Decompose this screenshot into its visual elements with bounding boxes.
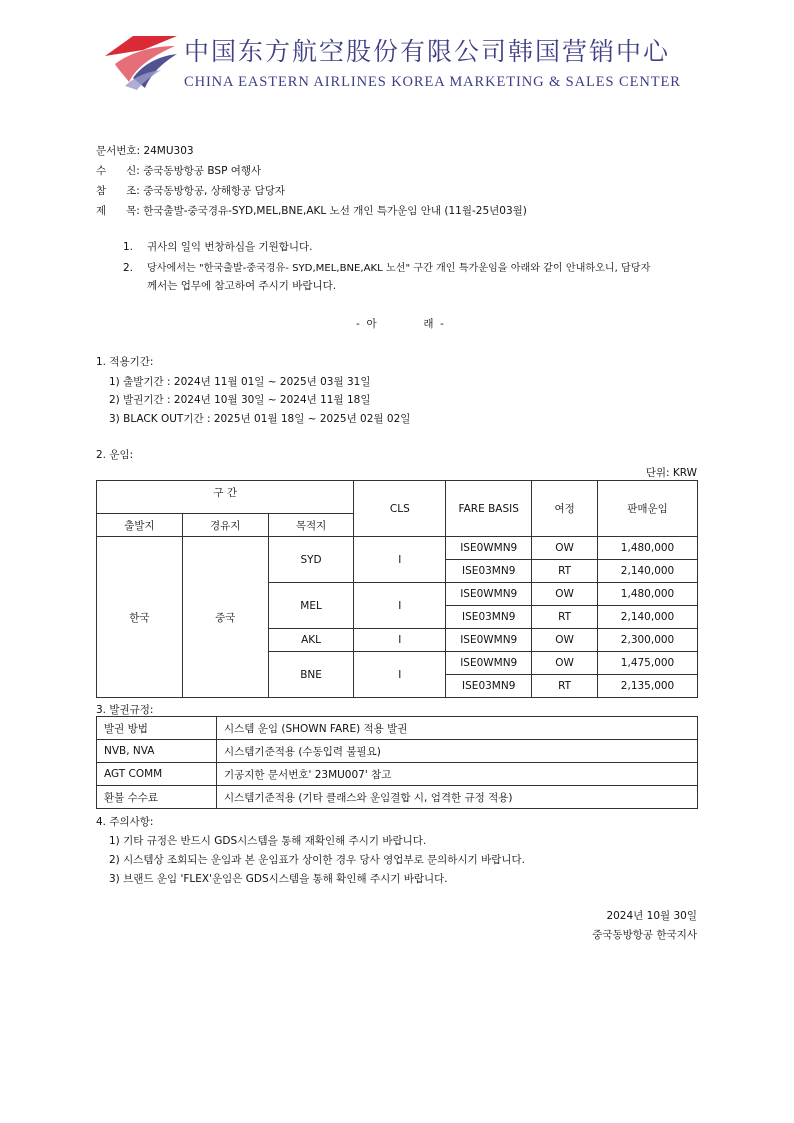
dest-cell: MEL: [268, 583, 354, 629]
price-cell: 1,480,000: [598, 583, 698, 606]
intro-text: 당사에서는 "한국출발-중국경유- SYD,MEL,BNE,AKL 노선" 구간 개인 특가운임을 아래와 같이 안내하오니, 담당자: [147, 263, 651, 274]
price-cell: 2,140,000: [598, 606, 698, 629]
fare-basis-cell: ISE0WMN9: [446, 652, 532, 675]
period-blackout: 3) BLACK OUT기간 : 2025년 01월 18일 ~ 2025년 02월 02일: [109, 413, 411, 425]
dest-header: 목적지: [268, 514, 354, 537]
section-1-title: 1. 적용기간:: [96, 356, 154, 368]
origin-header: 출발지: [97, 514, 183, 537]
price-cell: 1,480,000: [598, 537, 698, 560]
fare-basis-cell: ISE03MN9: [446, 560, 532, 583]
company-name-cn: 中国东方航空股份有限公司韩国营销中心: [184, 37, 671, 66]
trip-cell: OW: [532, 629, 598, 652]
dest-cell: AKL: [268, 629, 354, 652]
trip-cell: OW: [532, 537, 598, 560]
dest-cell: SYD: [268, 537, 354, 583]
price-cell: 1,475,000: [598, 652, 698, 675]
doc-number: 문서번호: 24MU303: [96, 145, 194, 157]
table-row: [97, 717, 698, 740]
ticketing-rules-table: [96, 716, 698, 809]
fare-basis-cell: ISE0WMN9: [446, 583, 532, 606]
period-departure: 1) 출발기간 : 2024년 11월 01일 ~ 2025년 03월 31일: [109, 376, 371, 388]
intro-num: 2.: [123, 262, 134, 274]
cls-cell: I: [354, 537, 446, 583]
dest-cell: BNE: [268, 652, 354, 698]
china-eastern-logo-icon: [103, 34, 179, 90]
rule-value: 시스템 운임 (SHOWN FARE) 적용 발권: [217, 717, 698, 740]
cls-cell: I: [354, 583, 446, 629]
price-header: 판매운임: [598, 481, 698, 537]
fare-basis-cell: ISE0WMN9: [446, 537, 532, 560]
period-ticketing: 2) 발권기간 : 2024년 10월 30일 ~ 2024년 11월 18일: [109, 394, 371, 406]
cc-label: 참 조:: [96, 185, 140, 197]
fare-table: [96, 480, 698, 698]
currency-unit: 단위: KRW: [645, 467, 697, 479]
intro-num: 1.: [123, 241, 134, 253]
section-4-title: 4. 주의사항:: [96, 816, 154, 828]
sender: 중국동방항공 한국지사: [592, 929, 697, 941]
rule-key: 환불 수수료: [97, 786, 217, 809]
section-3-title: 3. 발권규정:: [96, 704, 154, 716]
fare-basis-cell: ISE03MN9: [446, 606, 532, 629]
intro-item-1: [123, 239, 313, 254]
intro-item-2: [123, 259, 650, 274]
notice-item-3: 3) 브랜드 운임 'FLEX'운임은 GDS시스템을 통해 확인해 주시기 바랍니다.: [109, 873, 448, 885]
recipient-label: 수 신:: [96, 165, 140, 177]
rule-value: 시스템기준적용 (수동입력 불필요): [217, 740, 698, 763]
fare-basis-header: FARE BASIS: [446, 481, 532, 537]
subject-label: 제 목:: [96, 205, 140, 217]
table-row: [97, 786, 698, 809]
trip-cell: RT: [532, 606, 598, 629]
price-cell: 2,300,000: [598, 629, 698, 652]
below-heading: - 아 래 -: [356, 318, 444, 330]
cc-line: [96, 183, 285, 198]
table-row: [97, 763, 698, 786]
fare-basis-cell: ISE03MN9: [446, 675, 532, 698]
cls-cell: I: [354, 652, 446, 698]
rule-value: 시스템기준적용 (기타 클래스와 운임결합 시, 엄격한 규정 적용): [217, 786, 698, 809]
fare-basis-cell: ISE0WMN9: [446, 629, 532, 652]
rule-key: AGT COMM: [97, 763, 217, 786]
via-header: 경유지: [182, 514, 268, 537]
cc: 중국동방항공, 상해항공 담당자: [143, 185, 286, 197]
table-row: [97, 537, 698, 560]
subject: 한국출발-중국경유-SYD,MEL,BNE,AKL 노선 개인 특가운임 안내 (11월-25년03월): [143, 205, 527, 217]
cls-header: CLS: [354, 481, 446, 537]
cls-cell: I: [354, 629, 446, 652]
company-name-en: CHINA EASTERN AIRLINES KOREA MARKETING & SALES CENTER: [184, 74, 681, 90]
intro-text: 귀사의 일익 번창하심을 기원합니다.: [147, 241, 313, 253]
notice-item-1: 1) 기타 규정은 반드시 GDS시스템을 통해 재확인해 주시기 바랍니다.: [109, 835, 427, 847]
trip-cell: RT: [532, 675, 598, 698]
rule-key: 발권 방법: [97, 717, 217, 740]
trip-cell: OW: [532, 583, 598, 606]
section-2-title: 2. 운임:: [96, 449, 134, 461]
recipient: 중국동방항공 BSP 여행사: [143, 165, 262, 177]
table-row: [97, 740, 698, 763]
intro-item-2-cont: 께서는 업무에 참고하여 주시기 바랍니다.: [147, 280, 337, 292]
notice-item-2: 2) 시스템상 조회되는 운임과 본 운임표가 상이한 경우 당사 영업부로 문의하시기 바랍니다.: [109, 854, 525, 866]
via-cell: 중국: [182, 537, 268, 698]
subject-line: [96, 203, 527, 218]
recipient-line: [96, 163, 261, 178]
route-header: 구 간: [97, 481, 354, 514]
issue-date: 2024년 10월 30일: [606, 910, 697, 922]
price-cell: 2,135,000: [598, 675, 698, 698]
trip-header: 여정: [532, 481, 598, 537]
rule-key: NVB, NVA: [97, 740, 217, 763]
trip-cell: OW: [532, 652, 598, 675]
origin-cell: 한국: [97, 537, 183, 698]
rule-value: 기공지한 문서번호' 23MU007' 참고: [217, 763, 698, 786]
trip-cell: RT: [532, 560, 598, 583]
price-cell: 2,140,000: [598, 560, 698, 583]
